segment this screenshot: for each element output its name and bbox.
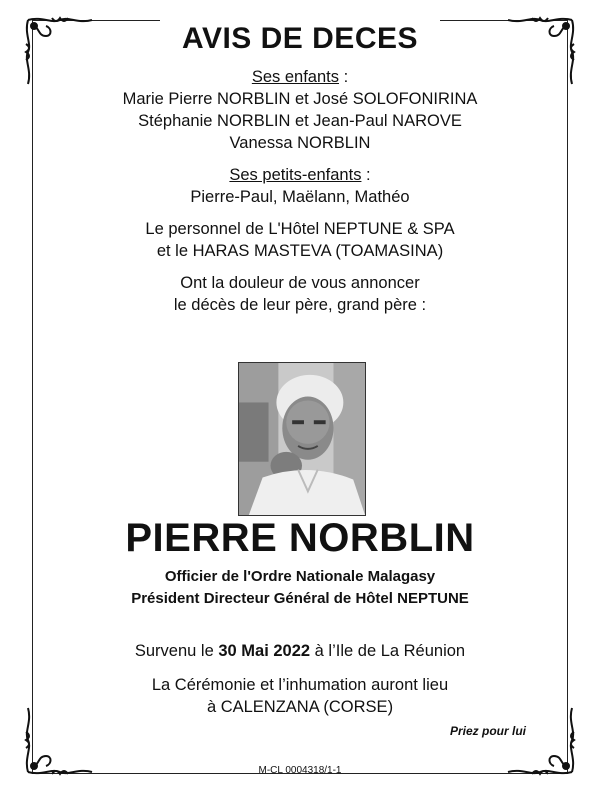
- family-section: [40, 66, 560, 316]
- grandchildren-heading-line: [40, 164, 560, 186]
- staff-line: Le personnel de L'Hôtel NEPTUNE & SPA: [145, 220, 455, 238]
- child-line: Vanessa NORBLIN: [229, 134, 371, 152]
- child-line: Stéphanie NORBLIN et Jean-Paul NAROVE: [138, 112, 462, 130]
- ceremony-line: La Cérémonie et l’inhumation auront lieu: [151, 676, 449, 694]
- children-heading-colon: :: [338, 68, 349, 86]
- notice-title: AVIS DE DECES: [160, 18, 440, 60]
- portrait-photo: [238, 362, 366, 516]
- announce-line: Ont la douleur de vous annoncer: [180, 274, 420, 292]
- ceremony-line: à CALENZANA (CORSE): [206, 698, 394, 716]
- death-date: 30 Mai 2022: [218, 642, 311, 660]
- grandchildren-names: Pierre-Paul, Maëlann, Mathéo: [190, 188, 410, 206]
- ceremony-section: [40, 640, 560, 718]
- deceased-title-line: Officier de l'Ordre Nationale Malagasy: [164, 568, 436, 585]
- prayer-note: Priez pour lui: [449, 724, 526, 738]
- deceased-titles: [40, 566, 560, 610]
- death-line: [40, 640, 560, 662]
- death-place: à l’Ile de La Réunion: [310, 642, 466, 660]
- grandchildren-heading: Ses petits-enfants: [229, 166, 362, 184]
- announce-line: le décès de leur père, grand père :: [173, 296, 427, 314]
- reference-code: M-CL 0004318/1-1: [258, 765, 342, 776]
- deceased-name: PIERRE NORBLIN: [125, 516, 475, 560]
- deceased-title-line: Président Directeur Général de Hôtel NEPTUNE: [131, 590, 469, 607]
- child-line: Marie Pierre NORBLIN et José SOLOFONIRINA: [122, 90, 478, 108]
- children-heading-line: [40, 66, 560, 88]
- grandchildren-heading-colon: :: [361, 166, 371, 184]
- death-prefix: Survenu le: [134, 642, 219, 660]
- children-heading: Ses enfants: [251, 68, 339, 86]
- staff-line: et le HARAS MASTEVA (TOAMASINA): [156, 242, 444, 260]
